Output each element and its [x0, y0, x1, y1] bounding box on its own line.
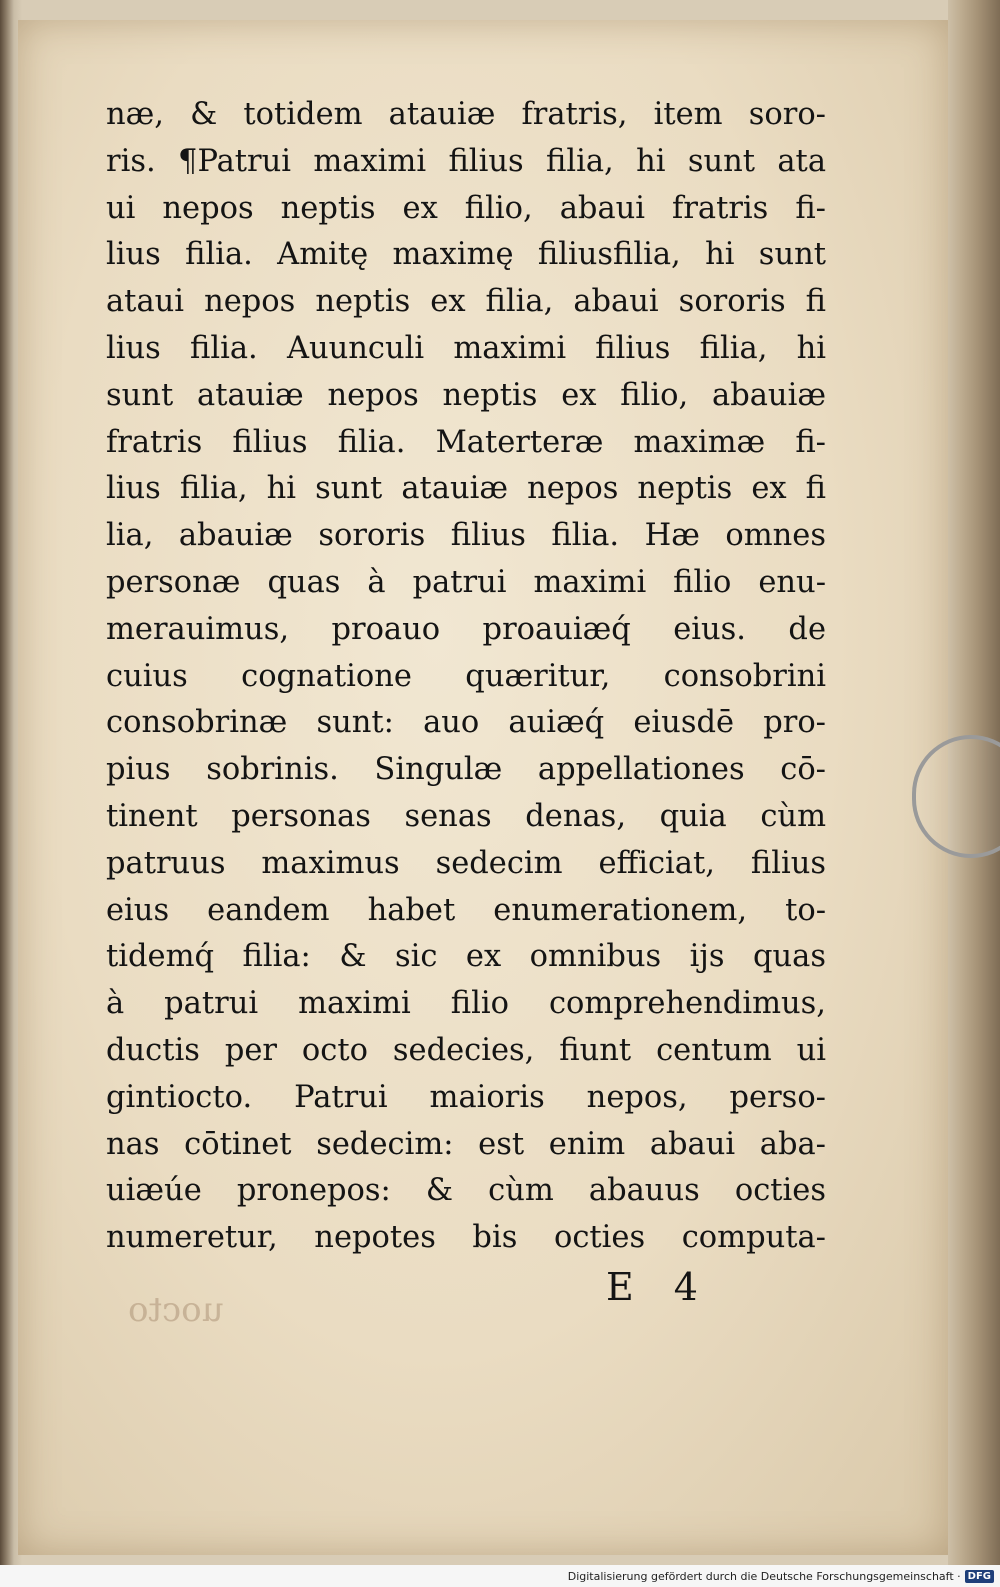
text-line-content: lius filia. Amitę maximę filiusfilia, hi sunt — [106, 237, 826, 273]
text-line — [106, 232, 826, 279]
text-line — [106, 654, 826, 701]
page-text-block — [106, 92, 826, 1262]
text-line-content: tinent personas senas denas, quia cùm — [106, 798, 826, 834]
text-line-content: nas cōtinet sedecim: est enim abaui aba- — [106, 1126, 826, 1162]
text-line-content: uiæúe pronepos: & cùm abauus octies — [106, 1173, 826, 1209]
text-line-content: numeretur, nepotes bis octies computa- — [106, 1220, 826, 1256]
text-line — [106, 1168, 826, 1215]
text-line-content: personæ quas à patrui maximi filio enu- — [106, 564, 826, 600]
text-line — [106, 92, 826, 139]
text-line-content: ui nepos neptis ex filio, abaui fratris fi- — [106, 190, 826, 226]
signature-mark — [606, 1265, 698, 1309]
text-line — [106, 888, 826, 935]
text-line-content: ris. ¶Patrui maximi filius filia, hi sunt ata — [106, 143, 826, 179]
text-line-content: gintiocto. Patrui maioris nepos, perso- — [106, 1079, 826, 1115]
text-line — [106, 186, 826, 233]
text-line-content: lia, abauiæ sororis filius filia. Hæ omnes — [106, 518, 826, 554]
dfg-logo-icon: DFG — [965, 1570, 994, 1583]
text-line-content: à patrui maximi filio comprehendimus, — [106, 986, 826, 1022]
text-line — [106, 466, 826, 513]
footer-credit: Digitalisierung gefördert durch die Deutsche Forschungsgemeinschaft · — [567, 1569, 961, 1583]
text-line — [106, 1028, 826, 1075]
text-line — [106, 607, 826, 654]
text-line — [106, 326, 826, 373]
text-line-content: sunt atauiæ nepos neptis ex filio, abauiæ — [106, 377, 826, 413]
signature-letter: E — [606, 1265, 634, 1309]
text-line — [106, 560, 826, 607]
text-line-content: næ, & totidem atauiæ fratris, item soro- — [106, 97, 826, 132]
digitization-footer — [0, 1565, 1000, 1587]
text-line-content: ataui nepos neptis ex filia, abaui sororis fi — [106, 284, 826, 320]
text-line-content: ductis per octo sedecies, fiunt centum ui — [106, 1032, 826, 1068]
text-line — [106, 1075, 826, 1122]
text-line-content: pius sobrinis. Singulæ appellationes cō- — [106, 752, 826, 788]
text-line — [106, 279, 826, 326]
text-line-content: merauimus, proauo proauiæq́ eius. de — [106, 611, 826, 647]
text-line-content: cuius cognatione quæritur, consobrini — [106, 658, 826, 694]
text-line — [106, 794, 826, 841]
text-line-content: lius filia. Auunculi maximi filius filia, hi — [106, 330, 826, 366]
text-line — [106, 700, 826, 747]
text-line — [106, 1122, 826, 1169]
text-line — [106, 373, 826, 420]
text-line — [106, 747, 826, 794]
text-line-content: fratris filius filia. Materteræ maximæ fi- — [106, 424, 826, 460]
text-line — [106, 1215, 826, 1262]
text-line-content: eius eandem habet enumerationem, to- — [106, 892, 826, 928]
text-line-content: lius filia, hi sunt atauiæ nepos neptis ex fi — [106, 471, 826, 507]
text-line — [106, 513, 826, 560]
text-line — [106, 981, 826, 1028]
text-line-content: patruus maximus sedecim efficiat, filius — [106, 845, 826, 881]
text-line — [106, 139, 826, 186]
page-number: 4 — [673, 1265, 698, 1309]
text-line — [106, 420, 826, 467]
text-line-content: tidemq́ filia: & sic ex omnibus ijs quas — [106, 939, 826, 975]
text-line — [106, 841, 826, 888]
text-line — [106, 934, 826, 981]
text-line-content: consobrinæ sunt: auo auiæq́ eiusdē pro- — [106, 705, 826, 741]
show-through-text: uocto — [128, 1290, 224, 1330]
